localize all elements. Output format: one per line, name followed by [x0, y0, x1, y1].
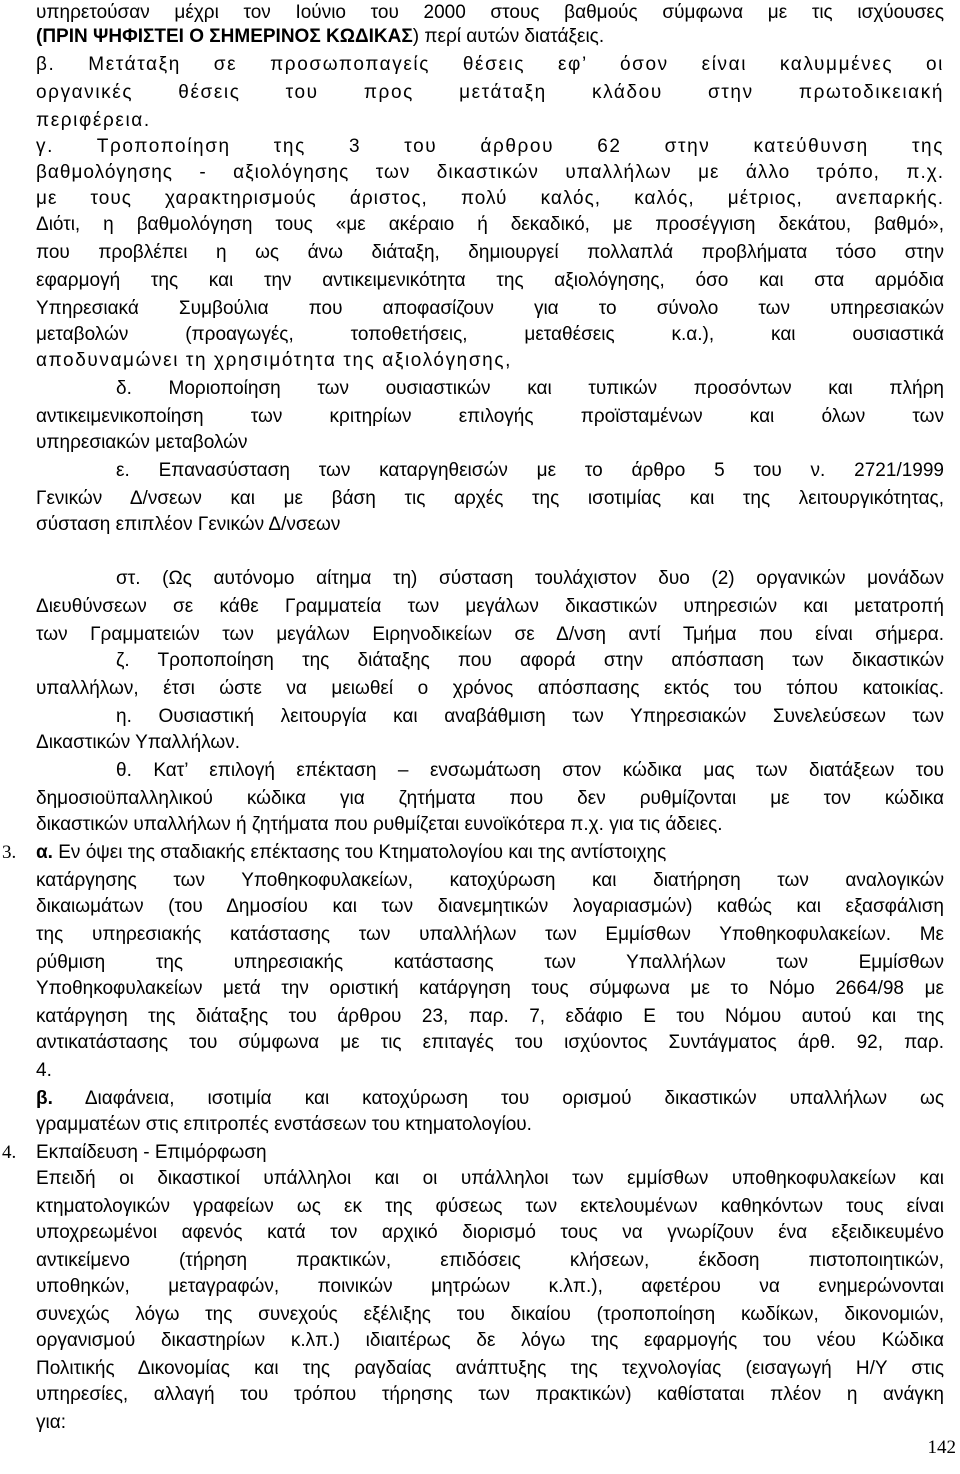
- text-line: των Γραμματειών των μεγάλων Ειρηνοδικείων σε Δ/νση αντί Τμήμα που είναι σήμερα.: [36, 624, 944, 645]
- text-line: σύσταση επιπλέον Γενικών Δ/νσεων: [36, 514, 341, 535]
- text-line: α. Εν όψει της σταδιακής επέκτασης του Κτηματολογίου και της αντίστοιχης: [36, 842, 667, 863]
- text-line: Επειδή οι δικαστικοί υπάλληλοι και οι υπάλληλοι των εμμίσθων υποθηκοφυλακείων και: [36, 1168, 944, 1189]
- item-letter: α.: [36, 842, 53, 863]
- text-line: δικαιωμάτων (του Δημοσίου και των διανεμητικών λογαριασμών) καθώς και εξασφάλιση: [36, 896, 944, 917]
- text-line: μεταβολών (προαγωγές, τοποθετήσεις, μεταθέσεις κ.α.), και ουσιαστικά: [36, 324, 944, 345]
- text-line: υπαλλήλων, έτσι ώστε να μειωθεί ο χρόνος απόσπασης εκτός του τόπου κατοικίας.: [36, 678, 944, 699]
- text-line: υπηρετούσαν μέχρι τον Ιούνιο του 2000 στους βαθμούς σύμφωνα με τις ισχύουσες: [36, 2, 944, 23]
- text-line: Υποθηκοφυλακείων μετά την οριστική κατάργηση τους σύμφωνα με το Νόμο 2664/98 με: [36, 978, 944, 999]
- text-line: υπηρεσίες, αλλαγή του τρόπου τήρησης των πρακτικών) καθίσταται πλέον η ανάγκη: [36, 1384, 944, 1405]
- text-line: υπηρεσιακών μεταβολών: [36, 432, 248, 453]
- list-number: 3.: [2, 842, 17, 863]
- text-line: οργανικές θέσεις του προς μετάταξη κλάδου στην πρωτοδικειακή: [36, 82, 944, 103]
- text-line: εφαρμογή της και την αντικειμενικότητα της αξιολόγησης, όσο και στα αρμόδια: [36, 270, 944, 291]
- text-line: αντικατάστασης του σύμφωνα με τις επιταγές του ισχύοντος Συντάγματος άρθ. 92, παρ.: [36, 1032, 944, 1053]
- text-line: δικαστικών υπαλλήλων ή ζητήματα που ρυθμίζεται ευνοϊκότερα π.χ. για τις άδειες.: [36, 814, 723, 835]
- text-line: υποθηκών, μεταγραφών, ποινικών μητρώων κ.λπ.), αφετέρου να ενημερώνονται: [36, 1276, 944, 1297]
- text-line: αντικείμενο (τήρηση πρακτικών, επιδόσεις κλήσεων, έκδοση πιστοποιητικών,: [36, 1250, 944, 1271]
- text-line: της υπηρεσιακής κατάστασης των υπαλλήλων των Εμμίσθων Υποθηκοφυλακείων. Με: [36, 924, 944, 945]
- text-line: κατάργηση της διάταξης του άρθρου 23, παρ. 7, εδάφιο Ε του Νόμου αυτού και της: [36, 1006, 944, 1027]
- text-line: (ΠΡΙΝ ΨΗΦΙΣΤΕΙ Ο ΣΗΜΕΡΙΝΟΣ ΚΩΔΙΚΑΣ) περί αυτών διατάξεις.: [36, 26, 605, 47]
- text-line: αντικειμενικοποίηση των κριτηρίων επιλογής προϊσταμένων και όλων των: [36, 406, 944, 427]
- text-line: γραμματέων στις επιτροπές ενστάσεων του κτηματολογίου.: [36, 1114, 532, 1135]
- text-line: περιφέρεια.: [36, 110, 151, 131]
- text-line: Υπηρεσιακά Συμβούλια που αποφασίζουν για το σύνολο των υπηρεσιακών: [36, 298, 944, 319]
- text-line: οργανισμού δικαστηρίων κ.λπ.) ιδιαιτέρως δε λόγω της εφαρμογής του νέου Κώδικα: [36, 1330, 944, 1351]
- text-line: υποχρεωμένοι αφενός κατά τον αρχικό διορισμό τους να γνωρίζουν ένα εξειδικευμένο: [36, 1222, 944, 1243]
- text-line: Διευθύνσεων σε κάθε Γραμματεία των μεγάλων δικαστικών υπηρεσιών και μετατροπή: [36, 596, 944, 617]
- text-line: Δικαστικών Υπαλλήλων.: [36, 732, 241, 753]
- text-line: β. Μετάταξη σε προσωποπαγείς θέσεις εφ’ όσον είναι καλυμμένες οι: [36, 54, 944, 75]
- text-line: ζ. Τροποποίηση της διάταξης που αφορά στην απόσπαση των δικαστικών: [116, 650, 944, 671]
- text-line: γ. Τροποποίηση της 3 του άρθρου 62 στην κατεύθυνση της: [36, 136, 944, 157]
- text-line: Πολιτικής Δικονομίας και της ραγδαίας ανάπτυξης της τεχνολογίας (εισαγωγή Η/Υ στις: [36, 1358, 944, 1379]
- text-line: δ. Μοριοποίηση των ουσιαστικών και τυπικών προσόντων και πλήρη: [116, 378, 944, 399]
- text-line: που προβλέπει η ως άνω διάταξη, δημιουργεί πολλαπλά προβλήματα τόσο στην: [36, 242, 944, 263]
- text-line: η. Ουσιαστική λειτουργία και αναβάθμιση των Υπηρεσιακών Συνελεύσεων των: [116, 706, 944, 727]
- text-line: ε. Επανασύσταση των καταργηθεισών με το άρθρο 5 του ν. 2721/1999: [116, 460, 944, 481]
- list-number: 4.: [2, 1142, 17, 1163]
- text-line: β. Διαφάνεια, ισοτιμία και κατοχύρωση του ορισμού δικαστικών υπαλλήλων ως: [36, 1088, 944, 1109]
- text-line: 4.: [36, 1060, 52, 1081]
- page-number: 142: [927, 1437, 956, 1458]
- text-line: κτηματολογικών γραφείων ως εκ της φύσεως των εκτελουμένων καθηκόντων τους είναι: [36, 1196, 944, 1217]
- section-heading: Εκπαίδευση - Επιμόρφωση: [36, 1142, 267, 1163]
- text-line: Γενικών Δ/νσεων και με βάση τις αρχές της ισοτιμίας και της λειτουργικότητας,: [36, 488, 944, 509]
- text-line: κατάργησης των Υποθηκοφυλακείων, κατοχύρωση και διατήρηση των αναλογικών: [36, 870, 944, 891]
- bold-phrase: (ΠΡΙΝ ΨΗΦΙΣΤΕΙ Ο ΣΗΜΕΡΙΝΟΣ ΚΩΔΙΚΑΣ: [36, 26, 413, 47]
- text-line: βαθμολόγησης - αξιολόγησης των δικαστικών υπαλλήλων με άλλο τρόπο, π.χ.: [36, 162, 944, 183]
- text-line: θ. Κατ’ επιλογή επέκταση – ενσωμάτωση στον κώδικα μας των διατάξεων του: [116, 760, 944, 781]
- text-line: με τους χαρακτηρισμούς άριστος, πολύ καλός, καλός, μέτριος, ανεπαρκής.: [36, 188, 944, 209]
- text-line: Διότι, η βαθμολόγηση τους «με ακέραιο ή δεκαδικό, με προσέγγιση δεκάτου, βαθμό»,: [36, 214, 944, 235]
- text-line: ρύθμιση της υπηρεσιακής κατάστασης των Υπαλλήλων των Εμμίσθων: [36, 952, 944, 973]
- text-line: συνεχώς λόγω της συνεχούς εξέλιξης του δικαίου (τροποποίηση κωδίκων, δικονομιών,: [36, 1304, 944, 1325]
- text-line: δημοσιοϋπαλληλικού κώδικα για ζητήματα που δεν ρυθμίζονται με τον κώδικα: [36, 788, 944, 809]
- text-line: για:: [36, 1412, 66, 1433]
- item-letter: β.: [36, 1088, 53, 1109]
- text-line: στ. (Ως αυτόνομο αίτημα τη) σύσταση τουλάχιστον δυο (2) οργανικών μονάδων: [116, 568, 944, 589]
- text-line: αποδυναμώνει τη χρησιμότητα της αξιολόγησης,: [36, 350, 512, 371]
